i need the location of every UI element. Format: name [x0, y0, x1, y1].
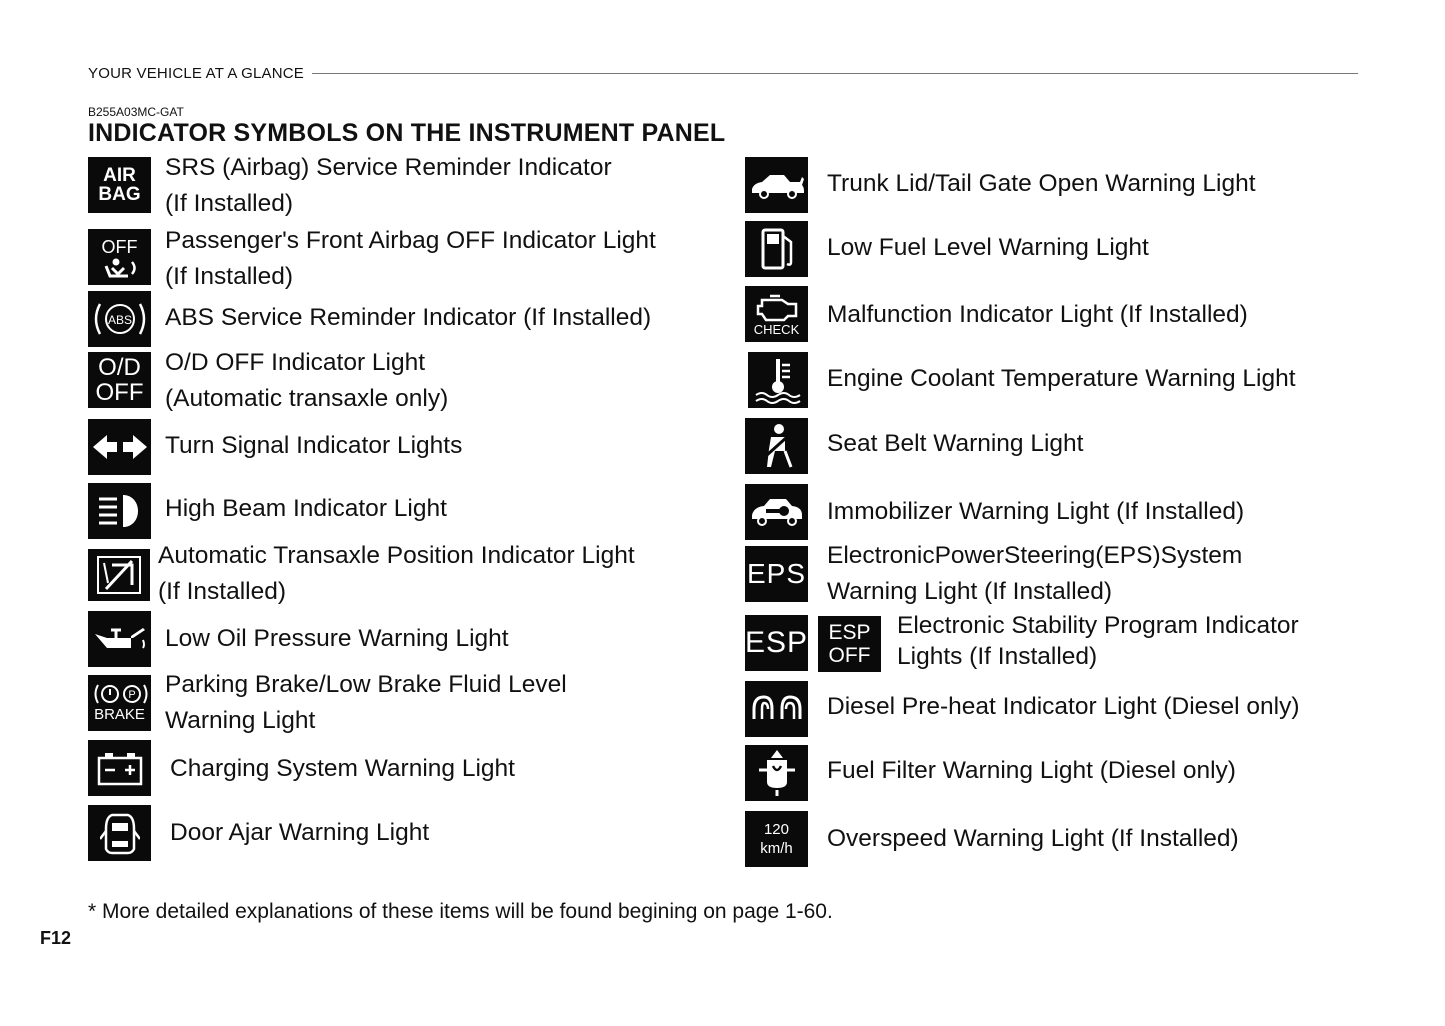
- page-number: F12: [40, 928, 72, 948]
- abs-label: ABS Service Reminder Indicator (If Installed): [165, 304, 652, 331]
- section-title: YOUR VEHICLE AT A GLANCE: [88, 64, 304, 82]
- running-header: [88, 63, 1358, 83]
- page-title: INDICATOR SYMBOLS ON THE INSTRUMENT PANEL: [88, 119, 726, 147]
- od-off-icon: O/D OFF: [88, 352, 151, 408]
- eps-label-line1: ElectronicPowerSteering(EPS)System: [827, 542, 1243, 569]
- svg-text:P: P: [127, 689, 136, 701]
- high-beam-label: High Beam Indicator Light: [165, 495, 447, 522]
- seat-belt-label: Seat Belt Warning Light: [827, 430, 1084, 457]
- malfunction-label: Malfunction Indicator Light (If Installed): [827, 301, 1248, 328]
- diesel-preheat-icon: [745, 681, 808, 737]
- od-off-label: O/D OFF Indicator Light (Automatic transaxle only): [165, 349, 449, 412]
- oil-pressure-icon: [88, 611, 151, 667]
- diesel-preheat-label: Diesel Pre-heat Indicator Light (Diesel only): [827, 693, 1300, 720]
- door-ajar-icon: [88, 805, 151, 861]
- trunk-open-icon: [745, 157, 808, 213]
- parking-brake-label: Parking Brake/Low Brake Fluid Level Warning Light: [165, 671, 567, 734]
- passenger-airbag-off-icon: OFF: [88, 229, 151, 285]
- low-fuel-label: Low Fuel Level Warning Light: [827, 234, 1149, 261]
- transaxle-position-label: Automatic Transaxle Position Indicator Light (If Installed): [158, 542, 635, 605]
- check-engine-icon: CHECK: [745, 286, 808, 342]
- eps-label: ElectronicPowerSteering(EPS)System Warning Light (If Installed): [827, 538, 1357, 610]
- eps-icon: EPS: [745, 546, 808, 602]
- high-beam-icon: [88, 483, 151, 539]
- immobilizer-label: Immobilizer Warning Light (If Installed): [827, 498, 1245, 525]
- header-rule: [312, 73, 1358, 74]
- transaxle-position-icon: [88, 549, 150, 601]
- coolant-temp-icon: [748, 352, 808, 408]
- turn-signal-icon: [88, 419, 151, 475]
- battery-icon: [88, 740, 151, 796]
- abs-icon: [88, 291, 151, 347]
- fuel-filter-label: Fuel Filter Warning Light (Diesel only): [827, 757, 1236, 784]
- low-fuel-icon: [745, 221, 808, 277]
- overspeed-label: Overspeed Warning Light (If Installed): [827, 825, 1239, 852]
- footnote: * More detailed explanations of these items will be found begining on page 1-60.: [88, 900, 833, 923]
- door-ajar-label: Door Ajar Warning Light: [170, 819, 430, 846]
- oil-pressure-label: Low Oil Pressure Warning Light: [165, 625, 509, 652]
- trunk-open-label: Trunk Lid/Tail Gate Open Warning Light: [827, 170, 1256, 197]
- esp-off-icon: ESP OFF: [818, 616, 881, 672]
- esp-label: Electronic Stability Program Indicator Lights (If Installed): [897, 612, 1299, 670]
- charging-system-label: Charging System Warning Light: [170, 755, 515, 782]
- document-code: B255A03MC-GAT: [88, 105, 184, 119]
- fuel-filter-icon: [745, 745, 808, 801]
- turn-signal-label: Turn Signal Indicator Lights: [165, 432, 463, 459]
- overspeed-icon: 120 km/h: [745, 811, 808, 867]
- airbag-text-icon: AIR BAG: [88, 157, 151, 213]
- coolant-temp-label: Engine Coolant Temperature Warning Light: [827, 365, 1296, 392]
- svg-text:ABS: ABS: [107, 313, 132, 327]
- srs-airbag-label: SRS (Airbag) Service Reminder Indicator (If Installed): [165, 154, 612, 217]
- esp-icon: ESP: [745, 615, 808, 671]
- passenger-airbag-off-label: Passenger's Front Airbag OFF Indicator Light (If Installed): [165, 227, 656, 290]
- seat-belt-icon: [745, 418, 808, 474]
- brake-icon: P BRAKE: [88, 675, 151, 731]
- immobilizer-icon: [745, 484, 808, 540]
